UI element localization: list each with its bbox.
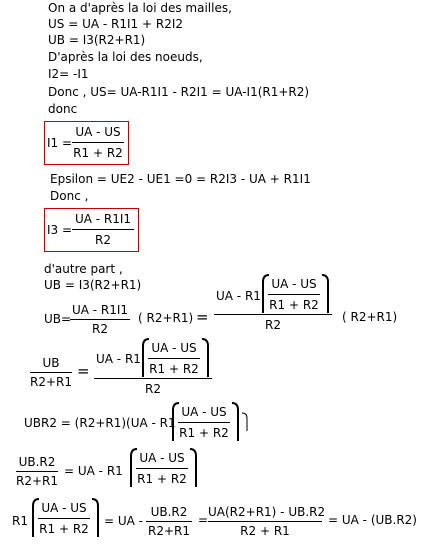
eq3-inner-denominator: R1 + R2 [269,298,319,312]
text-line: donc [48,102,78,116]
text-line: D'après la loi des noeuds, [48,50,203,64]
fraction-bar [148,358,200,359]
eq4-big-denominator: R2 [145,382,161,396]
eq3-inner-numerator: UA - US [271,277,317,291]
eq3-denominator: R2 [92,322,108,336]
text-line: Donc , [50,189,89,203]
right-paren-icon [189,448,197,488]
eq5-inner-numerator: UA - US [181,405,227,419]
eq3-big-numerator-prefix: UA - R1 [216,289,261,303]
text-line: Donc , US= UA-R1I1 - R2I1 = UA-I1(R1+R2) [48,85,310,99]
eq2-numerator: UA - R1I1 [74,212,132,226]
eq7-fraction1-numerator: UB.R2 [150,505,188,519]
text-line: US = UA - R1I1 + R2I2 [48,17,184,31]
eq7-middle: = UA - [104,514,144,528]
eq1-numerator: UA - US [75,125,121,139]
eq3-big-denominator: R2 [265,318,281,332]
eq4-prefix: UA - R1 [96,352,141,366]
text-line: On a d'après la loi des mailles, [48,1,232,15]
eq3-multiplier-2: ( R2+R1) [342,310,398,324]
eq4-inner-numerator: UA - US [151,341,197,355]
eq4-inner-denominator: R1 + R2 [149,362,199,376]
eq3-multiplier: ( R2+R1) [138,311,194,325]
right-paren-icon [231,402,239,442]
eq5-inner-denominator: R1 + R2 [179,426,229,440]
eq1-denominator: R1 + R2 [73,146,123,160]
fraction-bar [208,521,322,522]
eq7-prefix: R1 [12,514,28,528]
eq4-left-numerator: UB [42,356,60,370]
fraction-bar [178,422,230,423]
text-line: I2= -I1 [48,67,89,81]
text-line: Epsilon = UE2 - UE1 =0 = R2I3 - UA + R1I1 [50,172,311,186]
eq7-inner-numerator: UA - US [41,501,87,515]
fraction-bar [70,319,130,320]
fraction-bar [146,521,192,522]
fraction-bar [268,294,320,295]
eq2-lhs: I3 = [47,223,73,237]
fraction-bar [38,518,90,519]
fraction-bar [214,314,332,315]
fraction-bar [94,378,212,379]
eq3-equals: = [196,308,209,326]
eq2-denominator: R2 [95,233,111,247]
right-paren-icon [321,274,329,314]
eq1-lhs: I1 = [47,136,73,150]
text-line: UB = I3(R2+R1) [48,33,146,47]
eq6-left-numerator: UB.R2 [18,455,56,469]
eq6-inner-numerator: UA - US [139,451,185,465]
right-paren-icon [241,412,249,432]
eq6-middle: = UA - R1 [64,464,123,478]
text-line: d'autre part , [44,262,123,276]
eq7-fraction2-numerator: UA(R2+R1) - UB.R2 [208,505,326,519]
eq6-left-denominator: R2+R1 [16,474,58,488]
fraction-bar [16,471,58,472]
eq3-lhs: UB= [44,312,72,326]
right-paren-icon [201,338,209,378]
eq3-numerator: UA - R1I1 [71,303,129,317]
eq7-tail: = UA - (UB.R2) [328,513,417,527]
eq5-text: UBR2 = (R2+R1)(UA - R1 [24,416,176,430]
fraction-bar [30,372,72,373]
eq7-inner-denominator: R1 + R2 [39,522,89,536]
eq7-equals: = [198,513,209,527]
eq7-fraction1-denominator: R2+R1 [148,524,190,538]
eq4-equals: = [77,362,90,380]
eq4-left-denominator: R2+R1 [30,375,72,389]
fraction-bar [72,229,134,230]
eq7-fraction2-denominator: R2 + R1 [240,524,290,538]
eq6-inner-denominator: R1 + R2 [137,472,187,486]
text-line: UB = I3(R2+R1) [44,278,142,292]
right-paren-icon [91,498,99,538]
fraction-bar [72,142,124,143]
fraction-bar [136,468,188,469]
